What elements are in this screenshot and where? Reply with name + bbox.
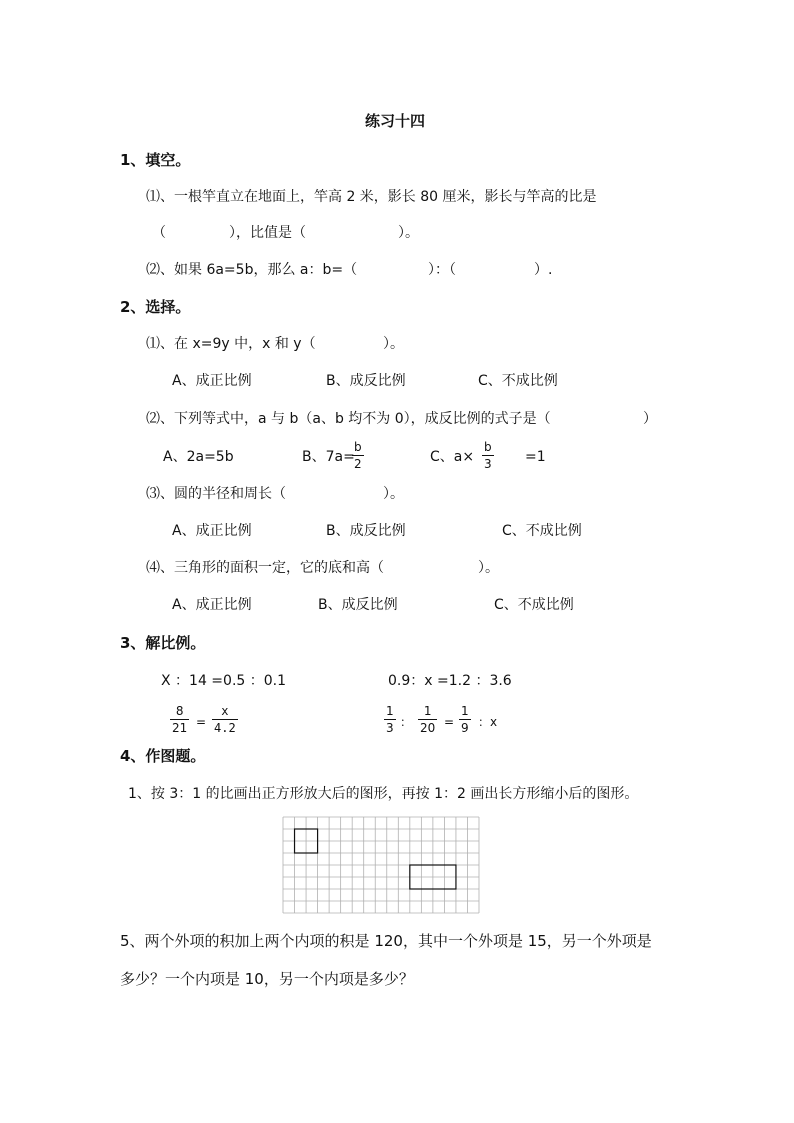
fraction-denominator: 20 [420,721,436,735]
s1-q2-end: ）. [534,262,553,278]
s2-q3-text: ⑶、圆的半径和周长（ [146,486,286,502]
s2-q4-option-b: B、成反比例 [318,597,398,613]
s2-q2-option-b: B、7a= [302,449,355,465]
fraction-denominator: 3 [484,457,492,471]
fraction-denominator: 9 [461,721,469,735]
section-2-heading: 2、选择。 [120,298,191,316]
s4-instruction: 1、按 3：1 的比画出正方形放大后的图形，再按 1：2 画出长方形缩小后的图形。 [128,786,639,802]
s1-q1-line1: ⑴、一根竿直立在地面上，竿高 2 米，影长 80 厘米，影长与竿高的比是 [146,189,597,205]
s3-eq3-fraction-1 [170,704,189,735]
section-3-heading: 3、解比例。 [120,634,206,652]
s2-q2-text: ⑵、下列等式中，a 与 b（a、b 均不为 0），成反比例的式子是（ [146,411,551,427]
page-title: 练习十四 [365,112,426,130]
s1-q2-middle: ）：（ [428,262,456,278]
s3-eq4-fraction-3 [459,704,471,735]
s1-q2-text: ⑵、如果 6a=5b，那么 a：b=（ [146,262,358,278]
s2-q3-option-a: A、成正比例 [172,523,252,539]
fraction-numerator: x [221,704,229,718]
fraction-numerator: 8 [175,704,184,718]
s2-q4-option-a: A、成正比例 [172,597,252,613]
fraction-bar [482,455,494,456]
fraction-denominator: 2 [354,457,362,471]
s1-q1-close: ）。 [398,225,419,241]
fraction-denominator: 21 [172,721,188,735]
drawing-grid [282,816,480,914]
s2-q3-option-b: B、成反比例 [326,523,406,539]
s2-q1-option-c: C、不成比例 [478,373,558,389]
section-1-heading: 1、填空。 [120,151,191,169]
fraction-numerator: b [354,440,362,454]
s1-q1-ratio-value: ），比值是（ [229,225,306,241]
s3-eq3-equals: = [196,715,207,729]
fraction-bar [459,719,471,720]
s2-q2-option-a: A、2a=5b [163,449,234,465]
s2-q4-text: ⑷、三角形的面积一定，它的底和高（ [146,560,384,576]
fraction-numerator: 1 [386,704,394,718]
s2-q3-option-c: C、不成比例 [502,523,582,539]
s2-q2-end: ） [643,411,657,427]
fraction-bar [418,719,437,720]
fraction-bar [352,455,364,456]
s2-q2-option-c: C、a× [430,449,475,465]
s3-eq3-fraction-2 [212,704,238,735]
s1-q1-paren-open: （ [152,225,166,241]
fraction-numerator: b [484,440,492,454]
s2-q3-end: ）。 [383,486,404,502]
s3-eq4-fraction-2 [418,704,437,735]
s3-eq4-fraction-1 [384,704,396,735]
s3-eq4-colon: ： [400,715,413,729]
s3-equation-2: 0.9：x =1.2 ：3.6 [388,673,512,689]
s2-q1-text: ⑴、在 x=9y 中，x 和 y（ [146,336,316,352]
fraction-bar [384,719,396,720]
fraction-denominator: 4.2 [214,721,236,735]
s2-q4-option-c: C、不成比例 [494,597,574,613]
s2-q2-option-c-fraction [482,440,494,471]
s3-eq4-equals: = [444,715,455,729]
s2-q1-option-a: A、成正比例 [172,373,252,389]
s5-question-line2: 多少？一个内项是 10，另一个内项是多少？ [120,970,414,988]
grid-svg [282,816,480,914]
s2-q2-option-c-tail: =1 [525,449,546,465]
fraction-numerator: 1 [423,704,432,718]
s2-q1-option-b: B、成反比例 [326,373,406,389]
section-4-heading: 4、作图题。 [120,747,206,765]
s3-equation-1: X ：14 =0.5 ：0.1 [161,673,287,689]
s5-question-line1: 5、两个外项的积加上两个内项的积是 120，其中一个外项是 15，另一个外项是 [120,932,652,950]
s2-q1-end: ）。 [383,336,404,352]
s2-q2-option-b-fraction [352,440,364,471]
fraction-denominator: 3 [386,721,394,735]
s3-eq4-tail: ：x [478,715,498,729]
s2-q4-end: ）。 [478,560,499,576]
fraction-numerator: 1 [461,704,469,718]
fraction-bar [170,719,189,720]
fraction-bar [212,719,238,720]
